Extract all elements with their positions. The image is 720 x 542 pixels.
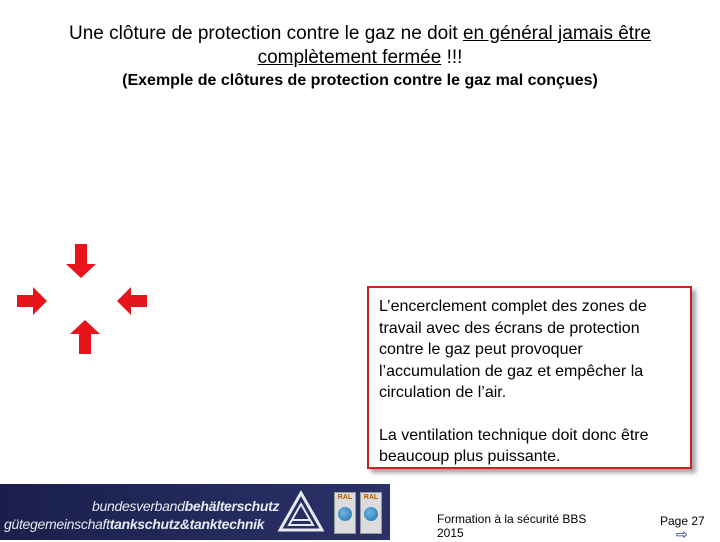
banner-line-2 — [4, 516, 264, 532]
ral-badge-2-emblem-icon — [364, 507, 378, 521]
banner-line-2-bold: tankschutz&tanktechnik — [109, 516, 265, 532]
ral-badge-1-emblem-icon — [338, 507, 352, 521]
banner-line-1-bold: behälterschutz — [184, 498, 280, 514]
arrow-up-icon — [70, 320, 100, 354]
next-page-arrow-icon[interactable]: ⇨ — [676, 526, 688, 542]
page-number: Page 27 — [660, 514, 705, 528]
ral-badge-1 — [334, 492, 356, 534]
title-text-part2: !!! — [441, 47, 463, 68]
triangle-logo-icon — [278, 490, 324, 534]
ral-badge-2 — [360, 492, 382, 534]
arrow-left-icon — [117, 287, 147, 315]
banner-line-1 — [92, 498, 279, 514]
course-text: Formation à la sécurité BBS 2015 — [437, 512, 587, 540]
slide-subtitle: (Exemple de clôtures de protection contre le gaz mal conçues) — [122, 72, 598, 89]
ral-badge-1-label: RAL — [337, 494, 353, 501]
arrow-down-icon — [66, 244, 96, 278]
explanation-paragraph-1: L’encerclement complet des zones de travail avec des écrans de protection contre le gaz peut provoquer l’accumulation de gaz et empêcher la circulation de l’air. — [379, 298, 647, 401]
title-underlined-text: en général jamais être complètement fermée — [257, 23, 651, 68]
organization-banner — [0, 484, 390, 540]
title-text-part1: Une clôture de protection contre le gaz ne doit — [69, 23, 463, 44]
explanation-paragraph-2: La ventilation technique doit donc être beaucoup plus puissante. — [379, 426, 649, 465]
banner-line-2-normal: gütegemeinschaft — [4, 516, 110, 532]
banner-line-1-normal: bundesverband — [92, 498, 185, 514]
ral-badge-2-label: RAL — [363, 494, 379, 501]
course-label — [437, 512, 597, 540]
explanation-textbox — [367, 286, 692, 469]
arrow-right-icon — [17, 287, 47, 315]
slide-title — [20, 22, 700, 70]
